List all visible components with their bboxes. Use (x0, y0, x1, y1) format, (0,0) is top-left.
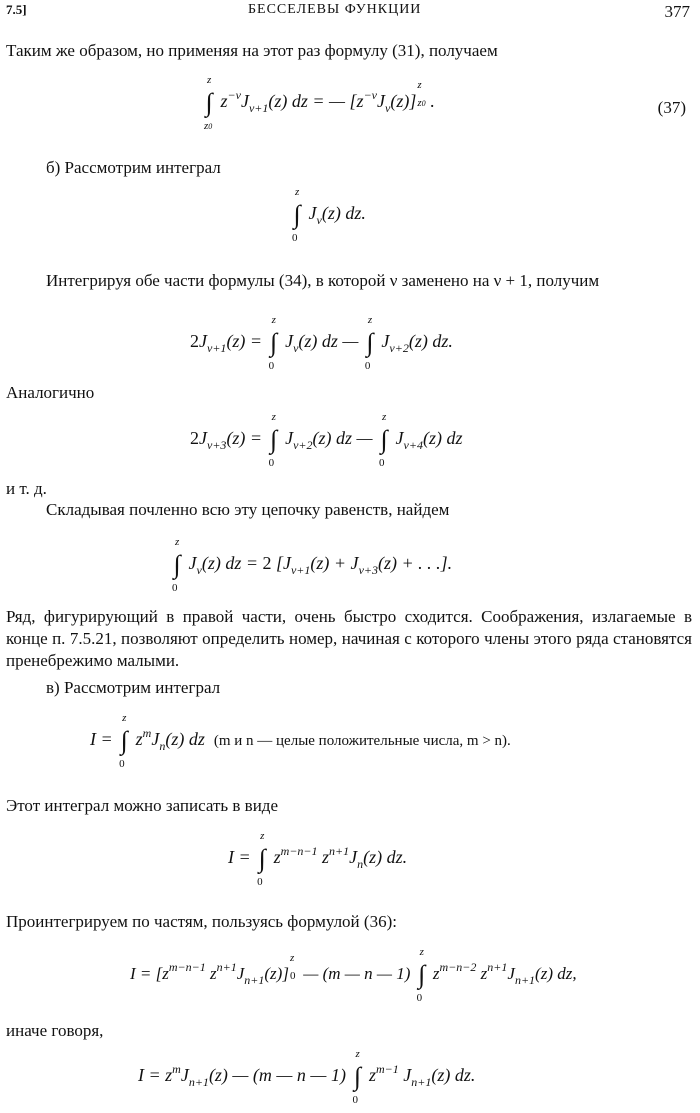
equation-sum-series: ∫ z 0 $J_\nu(z)$ dz = 2 [$J_{\nu+1}(z) + J_{\nu+3}(z)$ + . . .]. (172, 536, 453, 594)
paragraph-3: Интегрируя обе части формулы (34), в которой ν заменено на ν + 1, получим (46, 271, 600, 290)
equation-37: ∫ z z0 $z^{-\nu}J_{\nu+1}(z)$ dz = — $[z^{-\nu}J_\nu(z)]$ z z0 . (204, 74, 435, 132)
paragraph-8: в) Рассмотрим интеграл (46, 678, 221, 697)
equation-note: (m и n — целые положительные числа, m > n). (213, 733, 511, 750)
paragraph-2: б) Рассмотрим интеграл (46, 158, 221, 177)
equation-i-definition: I = ∫ z 0 $z^mJ_n(z)$ dz (m и n — целые положительные числа, m > n). (90, 712, 511, 770)
paragraph-11: иначе говоря, (6, 1021, 104, 1040)
equation-integral-jnu: ∫ z 0 $J_\nu(z)$ dz. (292, 186, 366, 244)
paragraph-4: Аналогично (6, 383, 95, 402)
paragraph-1: Таким же образом, но применяя на этот раз формулу (31), получаем (6, 41, 498, 60)
running-title: БЕССЕЛЕВЫ ФУНКЦИИ (248, 2, 422, 17)
equation-2j-nu-plus-3: $2J_{\nu+3}(z)$ = ∫ z 0 $J_{\nu+2}(z)$ dz — ∫ z 0 $J_{\nu+4}(z)$ dz (190, 411, 463, 469)
paragraph-5: и т. д. (6, 479, 47, 498)
equation-i-rewritten: I = ∫ z 0 $z^{m-n-1}$ $z^{n+1}J_n(z)$ dz. (228, 830, 408, 888)
section-number: 7.5] (6, 2, 27, 17)
page-number: 377 (664, 2, 690, 21)
equation-by-parts: $I = [z^{m-n-1}$ $z^{n+1}J_{n+1}(z)$] z 0 — (m — n — 1) ∫ z 0 $z^{m-n-2}$ $z^{n+1}J_{n+1}(z)$ dz, (130, 946, 577, 1005)
paragraph-7: Ряд, фигурирующий в правой части, очень быстро сходится. Соображения, излагаемые в конце п. 7.5.21, позволяют определить номер, начиная с которого члены этого ряда становятся пренебрежимо малыми. (6, 607, 692, 670)
equation-2j-nu-plus-1: $2J_{\nu+1}(z)$ = ∫ z 0 $J_\nu(z)$ dz — ∫ z 0 $J_{\nu+2}(z)$ dz. (190, 314, 453, 372)
paragraph-6: Складывая почленно всю эту цепочку равенств, найдем (46, 500, 450, 519)
paragraph-10: Проинтегрируем по частям, пользуясь формулой (36): (6, 912, 397, 931)
equation-number-37: (37) (657, 98, 686, 117)
equation-final: $I = z^mJ_{n+1}(z)$ — (m — n — 1) ∫ z 0 $z^{m-1}$ $J_{n+1}(z)$ dz. (138, 1048, 476, 1106)
paragraph-9: Этот интеграл можно записать в виде (6, 796, 278, 815)
